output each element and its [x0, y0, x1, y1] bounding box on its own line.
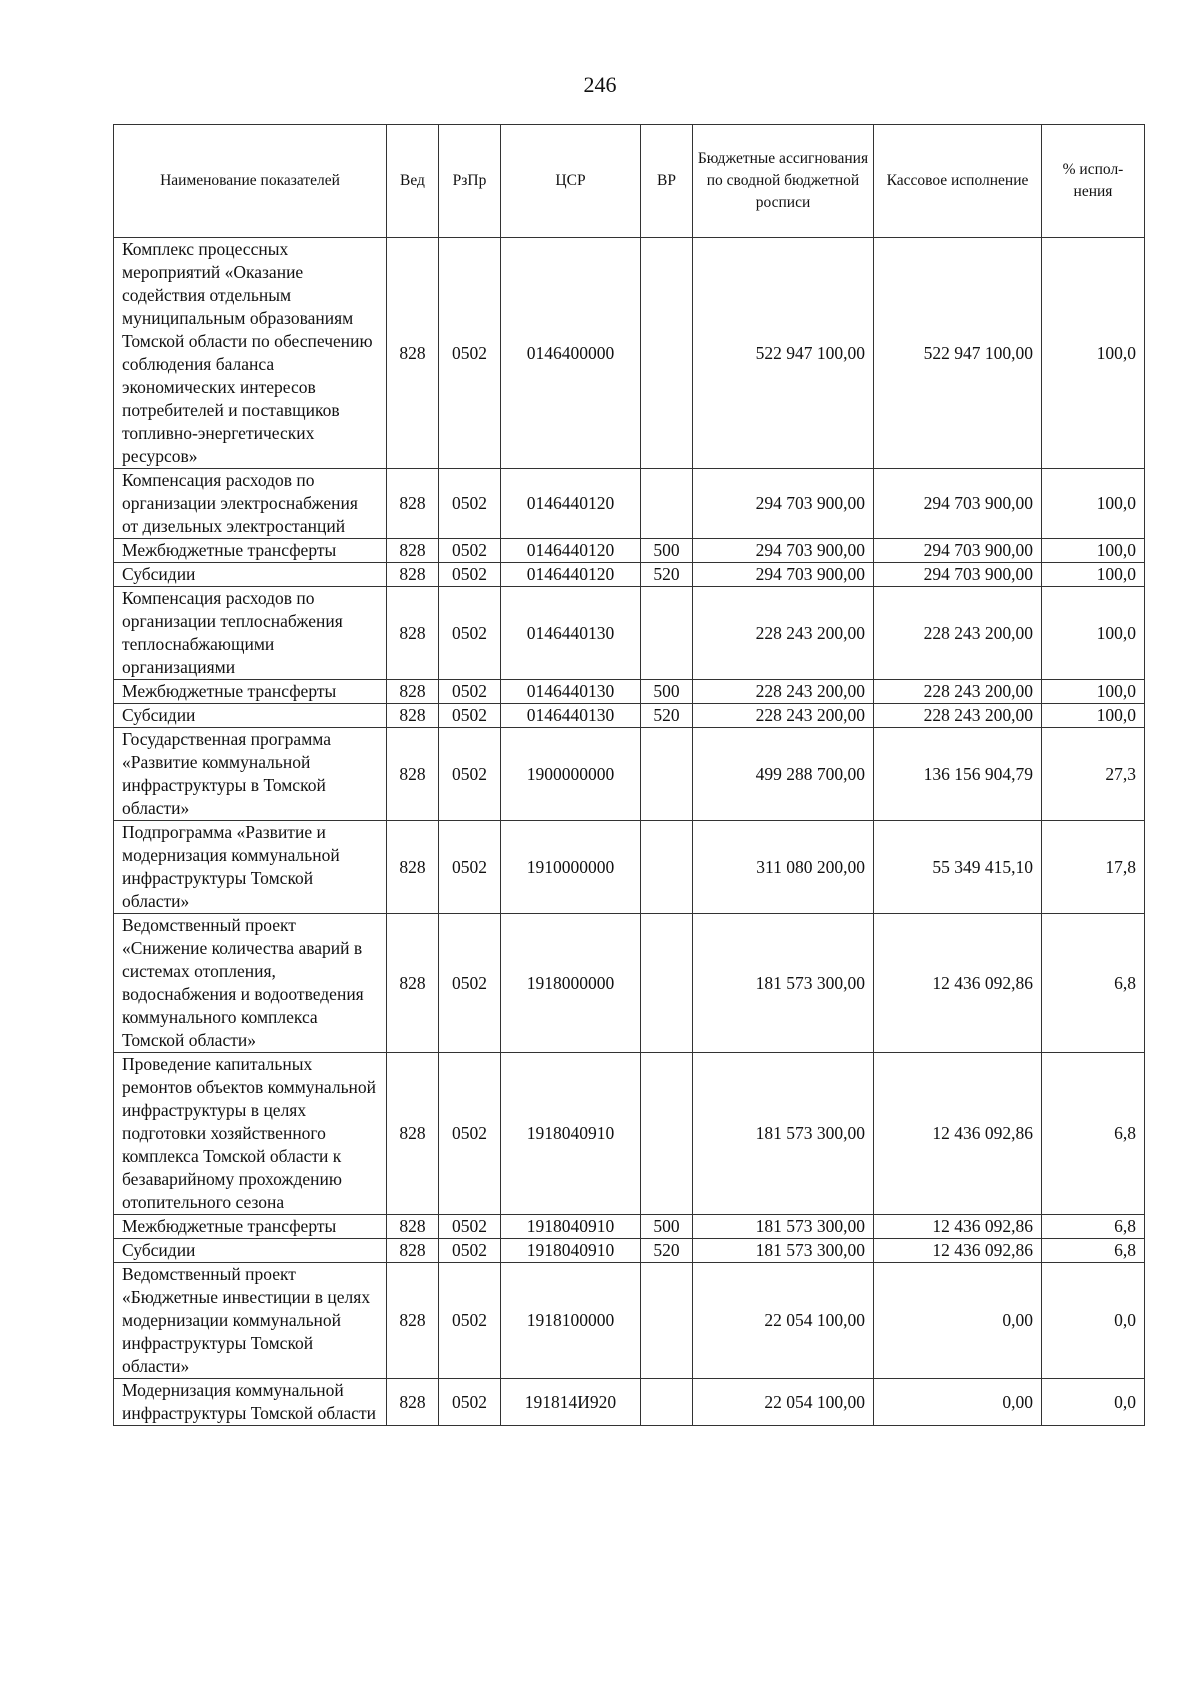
- cell-vr: [641, 914, 693, 1053]
- header-csr: ЦСР: [501, 125, 641, 238]
- cell-vr: [641, 728, 693, 821]
- cell-percent: 6,8: [1042, 1239, 1145, 1263]
- cell-cash: 228 243 200,00: [874, 587, 1042, 680]
- table-row: [114, 1379, 1145, 1426]
- cell-percent: 100,0: [1042, 469, 1145, 539]
- cell-budget: 181 573 300,00: [693, 1239, 874, 1263]
- cell-name: Межбюджетные трансферты: [114, 680, 387, 704]
- cell-name: Межбюджетные трансферты: [114, 539, 387, 563]
- header-cash: Кассовое исполнение: [874, 125, 1042, 238]
- cell-budget: 22 054 100,00: [693, 1379, 874, 1426]
- cell-budget: 228 243 200,00: [693, 680, 874, 704]
- table-row: [114, 821, 1145, 914]
- cell-name: Субсидии: [114, 704, 387, 728]
- cell-cash: 0,00: [874, 1379, 1042, 1426]
- table-row: [114, 914, 1145, 1053]
- cell-csr: 0146440130: [501, 587, 641, 680]
- cell-budget: 294 703 900,00: [693, 539, 874, 563]
- cell-name: Ведомственный проект «Снижение количества аварий в системах отопления, водоснабжения и водоотведения коммунального комплекса Томской области»: [114, 914, 387, 1053]
- table-header-row: [114, 125, 1145, 238]
- table-row: [114, 680, 1145, 704]
- table-row: [114, 728, 1145, 821]
- cell-budget: 228 243 200,00: [693, 587, 874, 680]
- cell-vr: 500: [641, 680, 693, 704]
- header-percent: % испол-нения: [1042, 125, 1145, 238]
- cell-cash: 55 349 415,10: [874, 821, 1042, 914]
- cell-cash: 294 703 900,00: [874, 563, 1042, 587]
- cell-rzpr: 0502: [439, 680, 501, 704]
- cell-budget: 181 573 300,00: [693, 1053, 874, 1215]
- cell-csr: 0146440130: [501, 704, 641, 728]
- table-row: [114, 587, 1145, 680]
- cell-budget: 228 243 200,00: [693, 704, 874, 728]
- cell-ved: 828: [387, 1263, 439, 1379]
- cell-cash: 12 436 092,86: [874, 1239, 1042, 1263]
- cell-ved: 828: [387, 1053, 439, 1215]
- cell-rzpr: 0502: [439, 539, 501, 563]
- cell-name: Межбюджетные трансферты: [114, 1215, 387, 1239]
- cell-rzpr: 0502: [439, 1215, 501, 1239]
- cell-ved: 828: [387, 1239, 439, 1263]
- cell-name: Подпрограмма «Развитие и модернизация коммунальной инфраструктуры Томской области»: [114, 821, 387, 914]
- cell-percent: 6,8: [1042, 1215, 1145, 1239]
- cell-percent: 100,0: [1042, 704, 1145, 728]
- cell-percent: 0,0: [1042, 1263, 1145, 1379]
- cell-ved: 828: [387, 469, 439, 539]
- page-number: 246: [583, 72, 617, 97]
- cell-csr: 1910000000: [501, 821, 641, 914]
- table-row: [114, 238, 1145, 469]
- table-row: [114, 1239, 1145, 1263]
- cell-vr: 520: [641, 563, 693, 587]
- cell-cash: 294 703 900,00: [874, 539, 1042, 563]
- cell-name: Проведение капитальных ремонтов объектов коммунальной инфраструктуры в целях подготовки хозяйственного комплекса Томской области к безаварийному прохождению отопительного сезона: [114, 1053, 387, 1215]
- cell-cash: 0,00: [874, 1263, 1042, 1379]
- cell-percent: 100,0: [1042, 539, 1145, 563]
- cell-ved: 828: [387, 680, 439, 704]
- table-row: [114, 469, 1145, 539]
- cell-vr: 500: [641, 1215, 693, 1239]
- table-row: [114, 704, 1145, 728]
- cell-rzpr: 0502: [439, 704, 501, 728]
- cell-percent: 0,0: [1042, 1379, 1145, 1426]
- cell-csr: 0146400000: [501, 238, 641, 469]
- cell-rzpr: 0502: [439, 1239, 501, 1263]
- cell-budget: 181 573 300,00: [693, 1215, 874, 1239]
- header-ved: Вед: [387, 125, 439, 238]
- table-body: [114, 238, 1145, 1426]
- table-row: [114, 1263, 1145, 1379]
- cell-ved: 828: [387, 1215, 439, 1239]
- cell-budget: 499 288 700,00: [693, 728, 874, 821]
- cell-csr: 191814И920: [501, 1379, 641, 1426]
- cell-rzpr: 0502: [439, 1379, 501, 1426]
- cell-ved: 828: [387, 1379, 439, 1426]
- cell-vr: 500: [641, 539, 693, 563]
- cell-csr: 0146440120: [501, 539, 641, 563]
- cell-name: Государственная программа «Развитие коммунальной инфраструктуры в Томской области»: [114, 728, 387, 821]
- cell-rzpr: 0502: [439, 821, 501, 914]
- cell-rzpr: 0502: [439, 563, 501, 587]
- cell-rzpr: 0502: [439, 1263, 501, 1379]
- cell-ved: 828: [387, 563, 439, 587]
- cell-csr: 1918040910: [501, 1215, 641, 1239]
- table-row: [114, 1053, 1145, 1215]
- cell-vr: [641, 238, 693, 469]
- cell-name: Компенсация расходов по организации теплоснабжения теплоснабжающими организациями: [114, 587, 387, 680]
- cell-rzpr: 0502: [439, 728, 501, 821]
- cell-percent: 100,0: [1042, 680, 1145, 704]
- cell-rzpr: 0502: [439, 914, 501, 1053]
- budget-table: [113, 124, 1145, 1426]
- cell-cash: 228 243 200,00: [874, 680, 1042, 704]
- cell-cash: 12 436 092,86: [874, 1053, 1042, 1215]
- header-budget: Бюджетные ассигнования по сводной бюджетной росписи: [693, 125, 874, 238]
- cell-cash: 522 947 100,00: [874, 238, 1042, 469]
- cell-csr: 0146440120: [501, 563, 641, 587]
- cell-budget: 294 703 900,00: [693, 469, 874, 539]
- cell-csr: 1918040910: [501, 1239, 641, 1263]
- cell-name: Комплекс процессных мероприятий «Оказание содействия отдельным муниципальным образованиям Томской области по обеспечению соблюдения баланса экономических интересов потребителей и поставщиков топливно-энергетических ресурсов»: [114, 238, 387, 469]
- cell-name: Модернизация коммунальной инфраструктуры Томской области: [114, 1379, 387, 1426]
- cell-budget: 294 703 900,00: [693, 563, 874, 587]
- cell-cash: 228 243 200,00: [874, 704, 1042, 728]
- cell-percent: 17,8: [1042, 821, 1145, 914]
- cell-percent: 27,3: [1042, 728, 1145, 821]
- cell-percent: 100,0: [1042, 587, 1145, 680]
- cell-vr: [641, 469, 693, 539]
- cell-cash: 294 703 900,00: [874, 469, 1042, 539]
- cell-ved: 828: [387, 728, 439, 821]
- table-row: [114, 563, 1145, 587]
- cell-rzpr: 0502: [439, 587, 501, 680]
- cell-cash: 12 436 092,86: [874, 914, 1042, 1053]
- cell-name: Субсидии: [114, 1239, 387, 1263]
- cell-csr: 1918000000: [501, 914, 641, 1053]
- cell-ved: 828: [387, 914, 439, 1053]
- cell-name: Субсидии: [114, 563, 387, 587]
- cell-csr: 0146440130: [501, 680, 641, 704]
- cell-budget: 522 947 100,00: [693, 238, 874, 469]
- cell-vr: 520: [641, 1239, 693, 1263]
- cell-ved: 828: [387, 587, 439, 680]
- cell-vr: [641, 1263, 693, 1379]
- cell-rzpr: 0502: [439, 1053, 501, 1215]
- cell-percent: 6,8: [1042, 914, 1145, 1053]
- cell-percent: 100,0: [1042, 238, 1145, 469]
- cell-vr: 520: [641, 704, 693, 728]
- cell-percent: 6,8: [1042, 1053, 1145, 1215]
- cell-csr: 0146440120: [501, 469, 641, 539]
- cell-vr: [641, 821, 693, 914]
- cell-name: Ведомственный проект «Бюджетные инвестиции в целях модернизации коммунальной инфраструктуры Томской области»: [114, 1263, 387, 1379]
- header-name: Наименование показателей: [114, 125, 387, 238]
- cell-csr: 1918040910: [501, 1053, 641, 1215]
- cell-budget: 22 054 100,00: [693, 1263, 874, 1379]
- header-vr: ВР: [641, 125, 693, 238]
- cell-ved: 828: [387, 539, 439, 563]
- table-row: [114, 1215, 1145, 1239]
- cell-percent: 100,0: [1042, 563, 1145, 587]
- cell-budget: 181 573 300,00: [693, 914, 874, 1053]
- header-rzpr: РзПр: [439, 125, 501, 238]
- cell-rzpr: 0502: [439, 469, 501, 539]
- cell-csr: 1918100000: [501, 1263, 641, 1379]
- cell-vr: [641, 587, 693, 680]
- cell-cash: 12 436 092,86: [874, 1215, 1042, 1239]
- cell-vr: [641, 1053, 693, 1215]
- cell-budget: 311 080 200,00: [693, 821, 874, 914]
- cell-vr: [641, 1379, 693, 1426]
- cell-rzpr: 0502: [439, 238, 501, 469]
- cell-ved: 828: [387, 821, 439, 914]
- cell-name: Компенсация расходов по организации электроснабжения от дизельных электростанций: [114, 469, 387, 539]
- table-row: [114, 539, 1145, 563]
- cell-cash: 136 156 904,79: [874, 728, 1042, 821]
- cell-csr: 1900000000: [501, 728, 641, 821]
- cell-ved: 828: [387, 704, 439, 728]
- cell-ved: 828: [387, 238, 439, 469]
